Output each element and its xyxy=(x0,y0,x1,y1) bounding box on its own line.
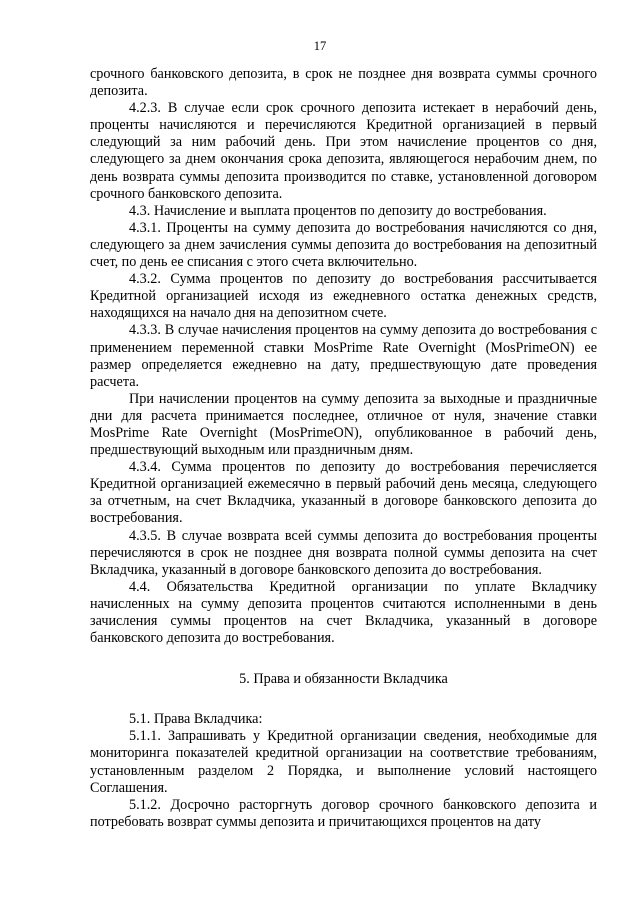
document-body xyxy=(90,66,597,831)
paragraph-4-3-1: 4.3.1. Проценты на сумму депозита до востребования начисляются со дня, следующего за днем зачисления суммы депозита до востребования на депозитный счет, по день ее списания с этого счета включительно. xyxy=(90,219,597,271)
section-heading: 5. Права и обязанности Вкладчика xyxy=(239,671,448,688)
paragraph-5-1-1: 5.1.1. Запрашивать у Кредитной организации сведения, необходимые для мониторинга показателей кредитной организации на соответствие требованиям, установленным разделом 2 Порядка, и выполнение условий настоящего Соглашения. xyxy=(90,728,597,796)
paragraph-4-4: 4.4. Обязательства Кредитной организации по уплате Вкладчику начисленных на сумму депозита процентов считаются исполненными в день зачисления суммы процентов на счет Вкладчика, указанный в договоре банковского депозита до востребования. xyxy=(90,578,597,647)
paragraph-holiday-rate: При начислении процентов на сумму депозита за выходные и праздничные дни для расчета принимается последнее, отличное от нуля, значение ставки MosPrime Rate Overnight (MosPrimeON), опубликованное в рабочий день, предшествующий выходным или праздничным дням. xyxy=(90,390,597,459)
page-number: 17 xyxy=(313,39,327,53)
paragraph-4-3-2: 4.3.2. Сумма процентов по депозиту до востребования рассчитывается Кредитной организацией исходя из ежедневного остатка денежных средств, находящихся на начало дня на депозитном счете. xyxy=(90,271,597,322)
paragraph-5-1-2: 5.1.2. Досрочно расторгнуть договор срочного банковского депозита и потребовать возврат суммы депозита и причитающихся процентов на дату xyxy=(90,796,597,830)
paragraph-4-3-5: 4.3.5. В случае возврата всей суммы депозита до востребования проценты перечисляются в срок не позднее дня возврата полной суммы депозита на счет Вкладчика, указанный в договоре банковского депозита до востребования. xyxy=(90,527,597,578)
paragraph-4-3-3: 4.3.3. В случае начисления процентов на сумму депозита до востребования с применением переменной ставки MosPrime Rate Overnight (MosPrimeON) ее размер определяется ежедневно на дату, предшествующую дате проведения расчета. xyxy=(90,322,597,390)
paragraph-4-3: 4.3. Начисление и выплата процентов по депозиту до востребования. xyxy=(129,202,547,219)
paragraph-4-3-4: 4.3.4. Сумма процентов по депозиту до востребования перечисляется Кредитной организацией ежемесячно в первый рабочий день месяца, следующего за отчетным, на счет Вкладчика, указанный в договоре банковского депозита до востребования. xyxy=(90,459,597,527)
paragraph-5-1: 5.1. Права Вкладчика: xyxy=(129,711,263,728)
paragraph-4-2-3: 4.2.3. В случае если срок срочного депозита истекает в нерабочий день, проценты начисляются и перечисляются Кредитной организацией в первый следующий за ним рабочий день. При этом начисление процентов со дня, следующего за днем окончания срока депозита, являющегося нерабочим днем, по день возврата суммы депозита производится по ставке, установленной договором срочного банковского депозита. xyxy=(90,100,597,202)
paragraph-continuation: срочного банковского депозита, в срок не позднее дня возврата суммы срочного депозита. xyxy=(90,66,597,100)
